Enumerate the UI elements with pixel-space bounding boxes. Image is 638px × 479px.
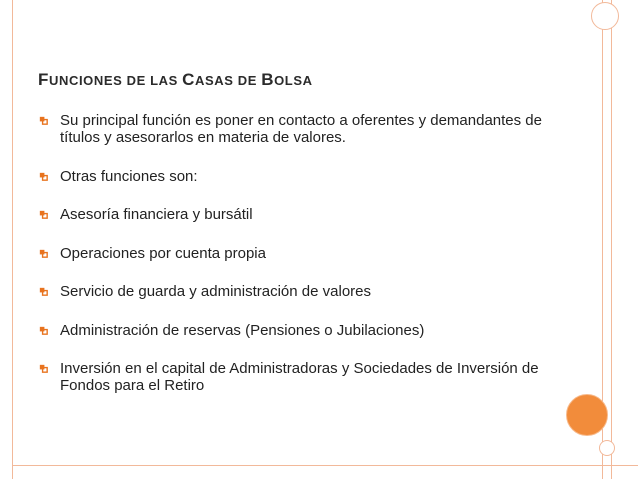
diamond-bullet-icon bbox=[38, 112, 60, 129]
bullet-item-3 bbox=[38, 206, 558, 223]
frame-line-left bbox=[12, 0, 13, 479]
bullet-text: Otras funciones son: bbox=[60, 167, 198, 185]
bullet-text: Inversión en el capital de Administradoras y Sociedades de Inversión de Fondos para el Retiro bbox=[60, 360, 539, 394]
bullet-text: Asesoría financiera y bursátil bbox=[60, 206, 253, 223]
frame-line-bottom bbox=[12, 465, 638, 466]
decorative-circle-orange bbox=[566, 394, 608, 436]
diamond-bullet-icon bbox=[38, 283, 60, 300]
bullet-item-5 bbox=[38, 283, 558, 300]
frame-line-right-inner bbox=[611, 0, 612, 479]
bullet-list bbox=[38, 112, 558, 416]
bullet-text: Operaciones por cuenta propia bbox=[60, 244, 266, 262]
diamond-bullet-icon bbox=[38, 322, 60, 339]
bullet-item-4 bbox=[38, 245, 558, 262]
diamond-bullet-icon bbox=[38, 360, 60, 377]
bullet-text: Servicio de guarda y administración de valores bbox=[60, 283, 371, 300]
diamond-bullet-icon bbox=[38, 206, 60, 223]
bullet-text: Administración de reservas (Pensiones o Jubilaciones) bbox=[60, 321, 425, 339]
slide-title-smallcaps bbox=[38, 68, 456, 90]
bullet-text: Su principal función es poner en contacto a oferentes y demandantes de títulos y asesorarlos en materia de valores. bbox=[60, 112, 542, 146]
bullet-item-7 bbox=[38, 360, 558, 394]
bullet-item-1 bbox=[38, 112, 558, 146]
diamond-bullet-icon bbox=[38, 168, 60, 185]
bullet-item-6 bbox=[38, 322, 558, 339]
diamond-bullet-icon bbox=[38, 245, 60, 262]
decorative-circle-top bbox=[591, 2, 619, 30]
slide-title bbox=[38, 68, 456, 90]
decorative-circle-small bbox=[599, 440, 615, 456]
svg-text:FUNCIONES DE LAS CASAS DE BOLS: FUNCIONES DE LAS CASAS DE BOLSA bbox=[38, 70, 313, 89]
bullet-item-2 bbox=[38, 168, 558, 185]
